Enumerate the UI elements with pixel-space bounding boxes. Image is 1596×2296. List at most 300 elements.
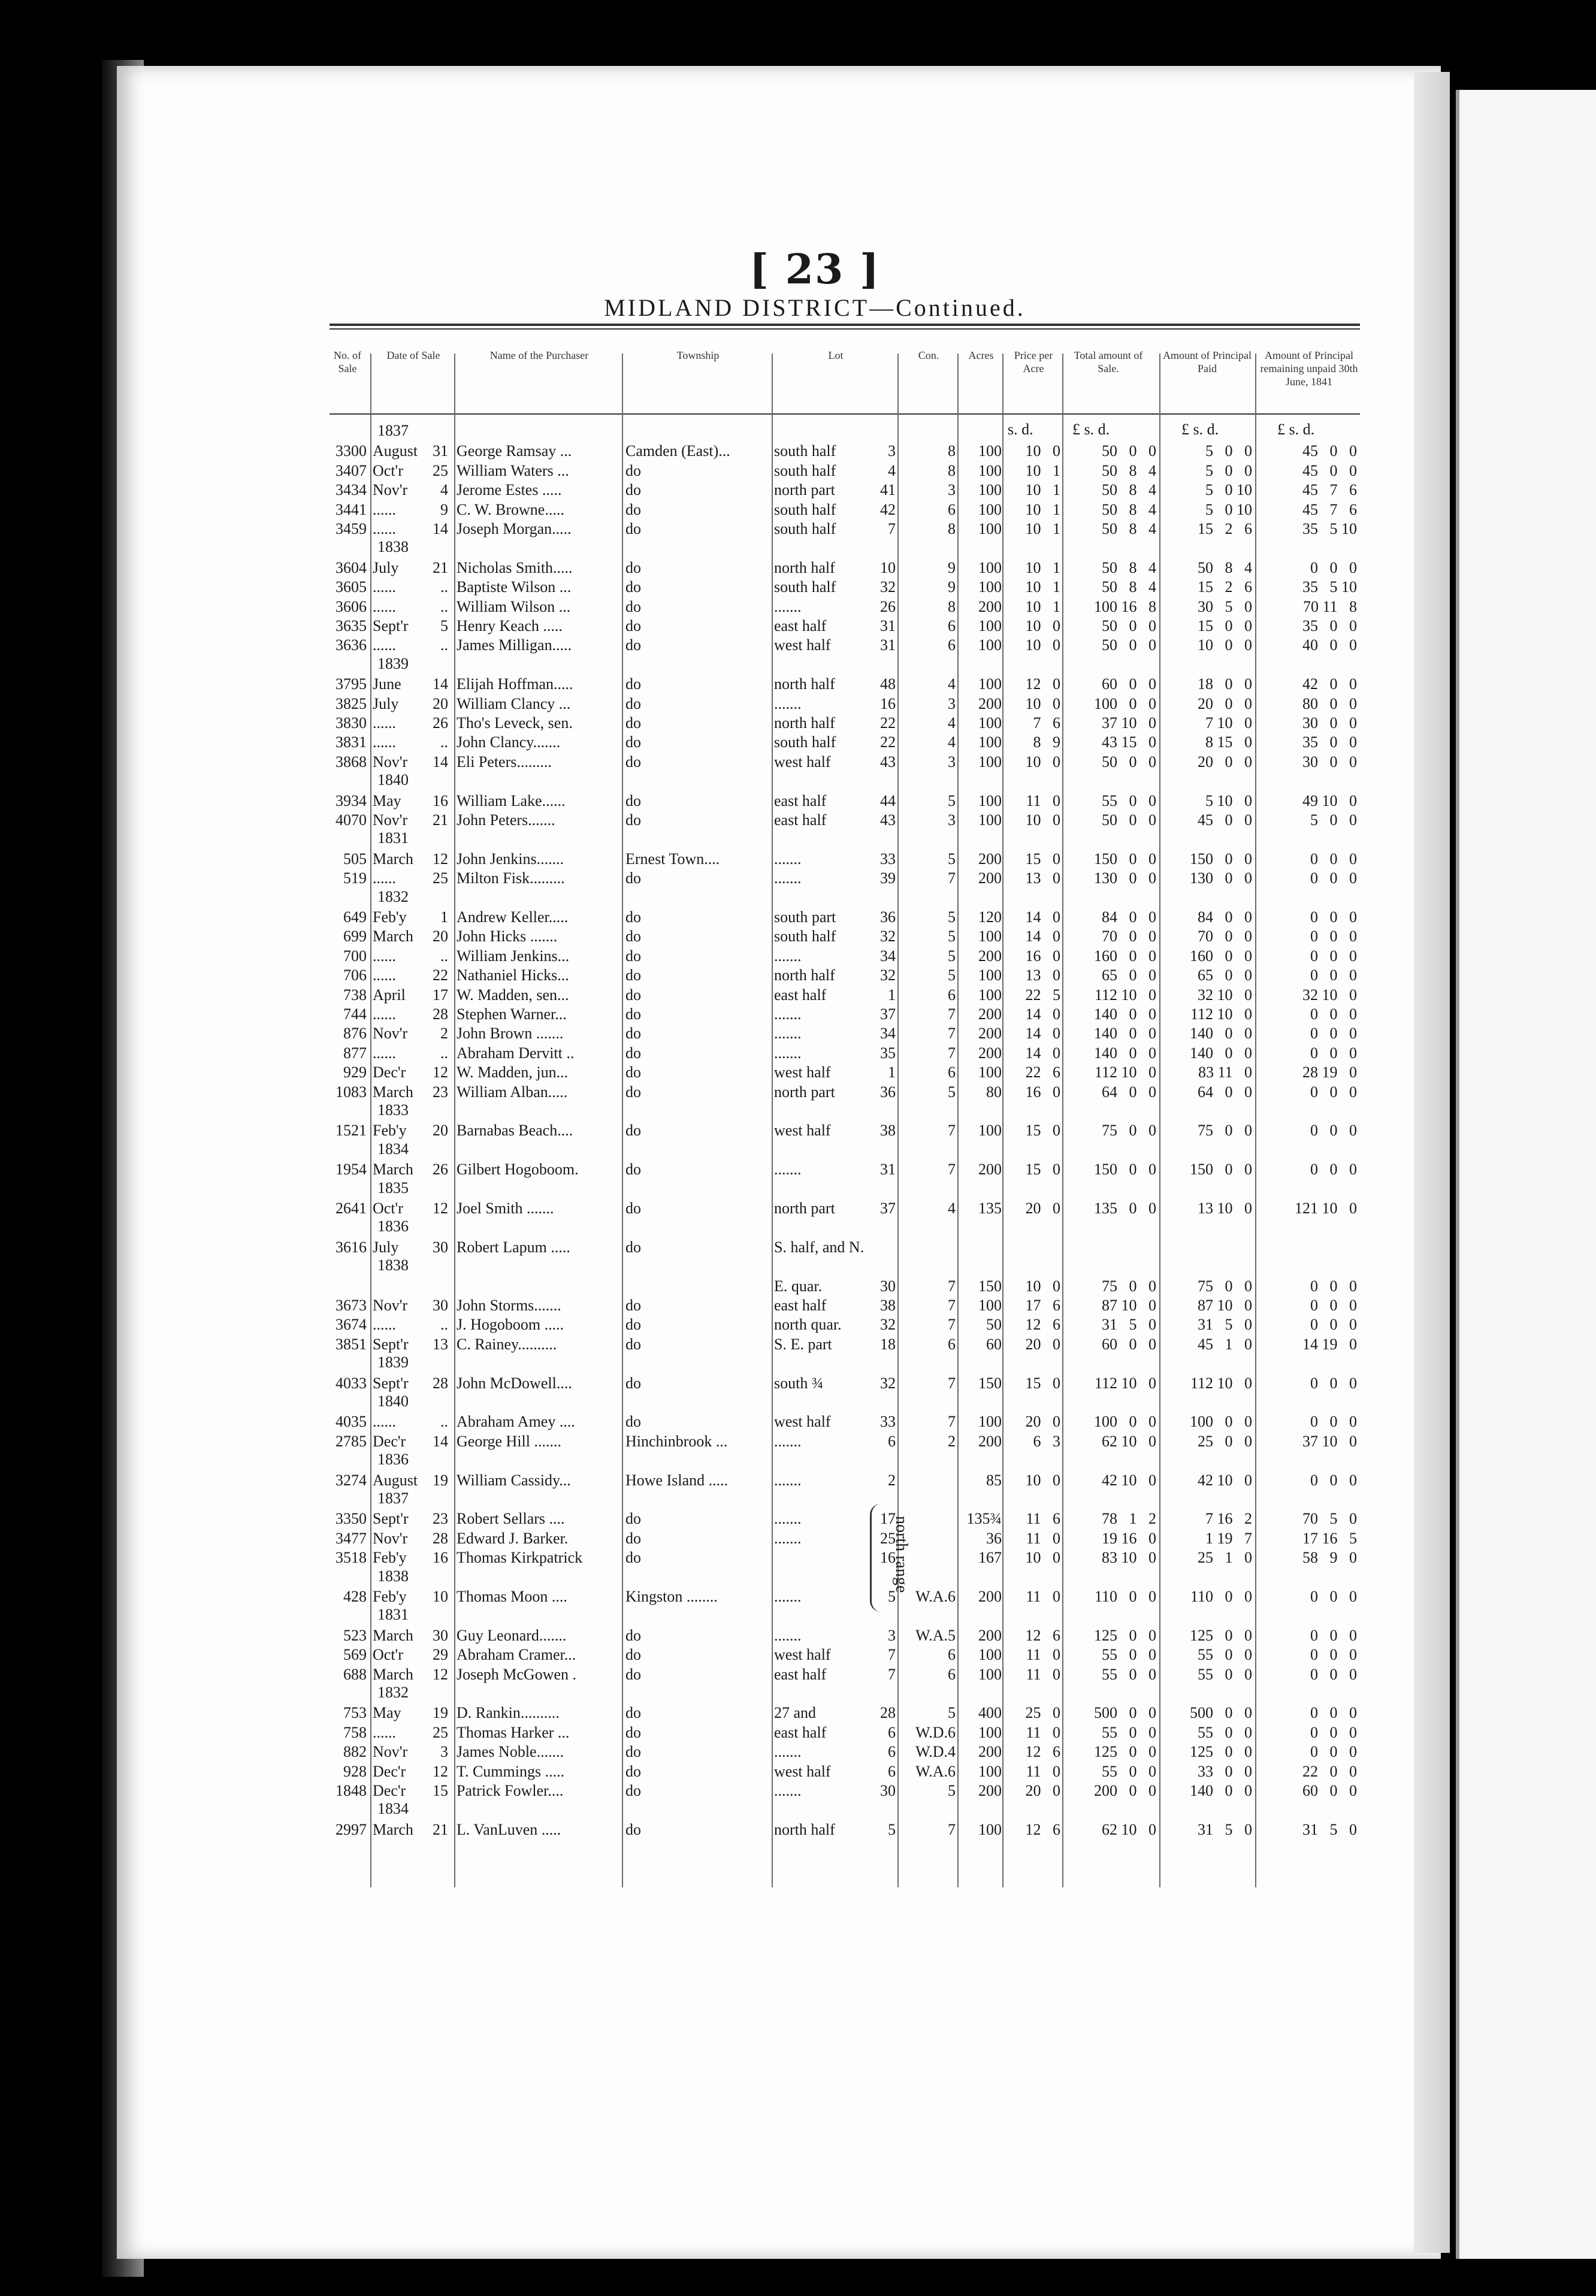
cell-lotno: 33 bbox=[880, 1413, 896, 1431]
cell-township: do bbox=[625, 461, 641, 479]
cell-total: 50 8 4 bbox=[1102, 578, 1156, 596]
cell-con: 3 bbox=[948, 694, 956, 712]
cell-acres: 200 bbox=[978, 1161, 1002, 1179]
cell-price: 22 5 bbox=[1025, 986, 1060, 1004]
cell-no: 519 bbox=[343, 869, 367, 887]
cell-no: 3868 bbox=[335, 753, 367, 771]
cell-no: 523 bbox=[343, 1626, 367, 1644]
cell-con: W.D.4 bbox=[915, 1743, 956, 1761]
cell-total: 65 0 0 bbox=[1102, 966, 1156, 984]
table-row bbox=[0, 1335, 1596, 1354]
table-row bbox=[0, 1044, 1596, 1063]
cell-price: 15 0 bbox=[1025, 1374, 1060, 1392]
cell-con: 6 bbox=[948, 1665, 956, 1683]
cell-month: ...... bbox=[373, 1316, 396, 1334]
cell-lot: ....... bbox=[774, 1510, 802, 1528]
cell-total: 83 10 0 bbox=[1102, 1549, 1156, 1567]
cell-price: 11 0 bbox=[1026, 1646, 1060, 1664]
year-heading: 1831 bbox=[377, 829, 409, 847]
cell-price: 10 1 bbox=[1025, 597, 1060, 615]
cell-total: 50 8 4 bbox=[1102, 520, 1156, 537]
col-acres: Acres bbox=[968, 349, 994, 361]
cell-acres: 100 bbox=[978, 558, 1002, 576]
cell-price: 10 0 bbox=[1025, 1277, 1060, 1295]
cell-no: 3616 bbox=[335, 1238, 367, 1256]
cell-price: 12 6 bbox=[1025, 1820, 1060, 1838]
cell-month: ...... bbox=[373, 578, 396, 596]
cell-con: W.A.6 bbox=[915, 1588, 956, 1605]
cell-remain: 0 0 0 bbox=[1310, 947, 1357, 965]
cell-paid: 30 5 0 bbox=[1198, 597, 1252, 615]
cell-township: do bbox=[625, 908, 641, 926]
cell-total: 100 16 8 bbox=[1094, 597, 1156, 615]
cell-price: 13 0 bbox=[1025, 966, 1060, 984]
cell-remain: 17 16 5 bbox=[1302, 1529, 1357, 1547]
cell-con: 7 bbox=[948, 1122, 956, 1140]
cell-acres: 100 bbox=[978, 986, 1002, 1004]
cell-township: do bbox=[625, 733, 641, 751]
cell-remain: 42 0 0 bbox=[1302, 675, 1357, 693]
table-row bbox=[0, 714, 1596, 733]
cell-con: 7 bbox=[948, 1025, 956, 1043]
cell-con: 7 bbox=[948, 1277, 956, 1295]
cell-price: 20 0 bbox=[1025, 1200, 1060, 1217]
cell-remain: 0 0 0 bbox=[1310, 850, 1357, 868]
cell-acres: 200 bbox=[978, 947, 1002, 965]
cell-day: 25 bbox=[433, 461, 448, 479]
cell-township: do bbox=[625, 947, 641, 965]
cell-day: 14 bbox=[433, 520, 448, 537]
cell-paid: 20 0 0 bbox=[1198, 694, 1252, 712]
table-row bbox=[0, 1277, 1596, 1296]
cell-no: 3606 bbox=[335, 597, 367, 615]
cell-township: do bbox=[625, 1238, 641, 1256]
table-row bbox=[0, 519, 1596, 539]
cell-remain: 0 0 0 bbox=[1310, 1122, 1357, 1140]
cell-day: 28 bbox=[433, 1005, 448, 1023]
cell-township: do bbox=[625, 1413, 641, 1431]
cell-day: .. bbox=[440, 636, 448, 654]
cell-lotno: 5 bbox=[888, 1588, 896, 1605]
cell-paid: 112 10 0 bbox=[1190, 1374, 1252, 1392]
cell-month: ...... bbox=[373, 966, 396, 984]
cell-name: John Hicks ....... bbox=[457, 928, 558, 945]
cell-lot: south half bbox=[774, 520, 836, 537]
cell-total: 60 0 0 bbox=[1102, 1335, 1156, 1353]
cell-month: March bbox=[373, 850, 413, 868]
cell-month: Sept'r bbox=[373, 1374, 409, 1392]
cell-remain: 37 10 0 bbox=[1302, 1432, 1357, 1450]
cell-paid: 64 0 0 bbox=[1198, 1083, 1252, 1101]
cell-lotno: 34 bbox=[880, 1025, 896, 1043]
cell-no: 2785 bbox=[335, 1432, 367, 1450]
cell-no: 3518 bbox=[335, 1549, 367, 1567]
col-remaining: Amount of Principal remaining unpaid 30th June, 1841 bbox=[1260, 349, 1358, 388]
cell-total: 50 0 0 bbox=[1102, 753, 1156, 771]
cell-acres: 200 bbox=[978, 1044, 1002, 1062]
cell-name: Robert Sellars .... bbox=[457, 1510, 565, 1528]
cell-lot: south half bbox=[774, 578, 836, 596]
table-row bbox=[0, 1005, 1596, 1024]
cell-acres: 200 bbox=[978, 597, 1002, 615]
cell-month: July bbox=[373, 1238, 399, 1256]
cell-total: 150 0 0 bbox=[1094, 1161, 1156, 1179]
cell-day: 21 bbox=[433, 1820, 448, 1838]
cell-township: do bbox=[625, 1335, 641, 1353]
cell-total: 160 0 0 bbox=[1094, 947, 1156, 965]
cell-con: 7 bbox=[948, 1297, 956, 1314]
cell-township: do bbox=[625, 1510, 641, 1528]
cell-no: 4035 bbox=[335, 1413, 367, 1431]
cell-paid: 33 0 0 bbox=[1198, 1762, 1252, 1780]
cell-township: do bbox=[625, 869, 641, 887]
cell-price: 11 0 bbox=[1026, 791, 1060, 809]
cell-township: do bbox=[625, 1297, 641, 1314]
cell-total: 140 0 0 bbox=[1094, 1025, 1156, 1043]
cell-no: 649 bbox=[343, 908, 367, 926]
cell-lotno: 42 bbox=[880, 500, 896, 518]
cell-day: 1 bbox=[440, 908, 448, 926]
cell-lot: north half bbox=[774, 1820, 835, 1838]
cell-remain: 70 5 0 bbox=[1302, 1510, 1357, 1528]
cell-price: 10 1 bbox=[1025, 558, 1060, 576]
cell-remain: 35 0 0 bbox=[1302, 617, 1357, 635]
cell-day: 31 bbox=[433, 442, 448, 460]
cell-name: Elijah Hoffman..... bbox=[457, 675, 573, 693]
cell-name: William Lake...... bbox=[457, 791, 566, 809]
cell-price: 6 3 bbox=[1033, 1432, 1060, 1450]
cell-total: 37 10 0 bbox=[1102, 714, 1156, 732]
cell-lotno: 38 bbox=[880, 1297, 896, 1314]
cell-paid: 125 0 0 bbox=[1190, 1626, 1252, 1644]
cell-no: 3350 bbox=[335, 1510, 367, 1528]
cell-lot: ....... bbox=[774, 1161, 802, 1179]
cell-township: do bbox=[625, 1316, 641, 1334]
cell-price: 20 0 bbox=[1025, 1335, 1060, 1353]
cell-name: John Storms....... bbox=[457, 1297, 561, 1314]
cell-remain: 0 0 0 bbox=[1310, 1005, 1357, 1023]
cell-price: 17 6 bbox=[1025, 1297, 1060, 1314]
cell-acres: 200 bbox=[978, 1432, 1002, 1450]
cell-lotno: 1 bbox=[888, 986, 896, 1004]
cell-lot: east half bbox=[774, 1665, 827, 1683]
cell-acres: 200 bbox=[978, 1005, 1002, 1023]
cell-township: do bbox=[625, 578, 641, 596]
cell-no: 3441 bbox=[335, 500, 367, 518]
cell-paid: 32 10 0 bbox=[1198, 986, 1252, 1004]
cell-remain: 121 10 0 bbox=[1295, 1200, 1357, 1217]
cell-no: 3674 bbox=[335, 1316, 367, 1334]
cell-day: 30 bbox=[433, 1626, 448, 1644]
cell-no: 1521 bbox=[335, 1122, 367, 1140]
cell-acres: 100 bbox=[978, 578, 1002, 596]
cell-name: George Hill ....... bbox=[457, 1432, 561, 1450]
cell-no: 928 bbox=[343, 1762, 367, 1780]
cell-con: 7 bbox=[948, 1161, 956, 1179]
cell-lot: ....... bbox=[774, 1044, 802, 1062]
cell-lot: ....... bbox=[774, 1025, 802, 1043]
cell-no: 3605 bbox=[335, 578, 367, 596]
cell-remain: 0 0 0 bbox=[1310, 1297, 1357, 1314]
cell-day: 20 bbox=[433, 928, 448, 945]
year-heading: 1839 bbox=[377, 1354, 409, 1371]
cell-paid: 65 0 0 bbox=[1198, 966, 1252, 984]
cell-name: William Waters ... bbox=[457, 461, 569, 479]
cell-lot: north half bbox=[774, 714, 835, 732]
cell-acres: 200 bbox=[978, 850, 1002, 868]
cell-month: Feb'y bbox=[373, 908, 407, 926]
cell-no: 3934 bbox=[335, 791, 367, 809]
cell-township: do bbox=[625, 1122, 641, 1140]
cell-remain: 0 0 0 bbox=[1310, 1161, 1357, 1179]
table-row bbox=[0, 811, 1596, 830]
cell-remain: 0 0 0 bbox=[1310, 869, 1357, 887]
table-row bbox=[0, 927, 1596, 946]
cell-remain: 60 0 0 bbox=[1302, 1782, 1357, 1799]
cell-paid: 84 0 0 bbox=[1198, 908, 1252, 926]
cell-price: 13 0 bbox=[1025, 869, 1060, 887]
cell-remain: 28 19 0 bbox=[1302, 1064, 1357, 1081]
cell-price: 20 0 bbox=[1025, 1782, 1060, 1799]
cell-township: do bbox=[625, 500, 641, 518]
cell-name: Joseph McGowen . bbox=[457, 1665, 577, 1683]
table-row bbox=[0, 1665, 1596, 1684]
cell-township: do bbox=[625, 986, 641, 1004]
cell-lotno: 17 bbox=[880, 1510, 896, 1528]
cell-month: March bbox=[373, 1161, 413, 1179]
cell-lotno: 7 bbox=[888, 1665, 896, 1683]
table-row bbox=[0, 1587, 1596, 1606]
cell-lot: north quar. bbox=[774, 1316, 842, 1334]
cell-lot: north half bbox=[774, 558, 835, 576]
table-row bbox=[0, 850, 1596, 869]
cell-township: do bbox=[625, 928, 641, 945]
cell-paid: 8 15 0 bbox=[1205, 733, 1252, 751]
cell-acres: 100 bbox=[978, 1723, 1002, 1741]
cell-remain: 32 10 0 bbox=[1302, 986, 1357, 1004]
cell-no: 753 bbox=[343, 1704, 367, 1722]
cell-con: 5 bbox=[948, 791, 956, 809]
cell-month: Nov'r bbox=[373, 753, 408, 771]
cell-con: 5 bbox=[948, 966, 956, 984]
cell-con: 3 bbox=[948, 811, 956, 829]
cell-total: 50 0 0 bbox=[1102, 617, 1156, 635]
col-date: Date of Sale bbox=[386, 349, 440, 361]
cell-acres: 150 bbox=[978, 1374, 1002, 1392]
cell-lotno: 18 bbox=[880, 1335, 896, 1353]
cell-remain: 0 0 0 bbox=[1310, 1723, 1357, 1741]
cell-total: 50 0 0 bbox=[1102, 442, 1156, 460]
cell-acres: 100 bbox=[978, 1064, 1002, 1081]
cell-name: Patrick Fowler.... bbox=[457, 1782, 564, 1799]
cell-con: 8 bbox=[948, 442, 956, 460]
cell-day: 5 bbox=[440, 617, 448, 635]
cell-paid: 5 0 0 bbox=[1205, 442, 1252, 460]
year-heading: 1838 bbox=[377, 1256, 409, 1274]
cell-lot: east half bbox=[774, 1297, 827, 1314]
cell-name: George Ramsay ... bbox=[457, 442, 572, 460]
cell-day: 22 bbox=[433, 966, 448, 984]
cell-month: Nov'r bbox=[373, 1025, 408, 1043]
cell-paid: 31 5 0 bbox=[1198, 1820, 1252, 1838]
cell-acres: 100 bbox=[978, 675, 1002, 693]
cell-lotno: 37 bbox=[880, 1005, 896, 1023]
cell-acres: 100 bbox=[978, 1297, 1002, 1314]
cell-lotno: 7 bbox=[888, 1646, 896, 1664]
cell-name: Joseph Morgan..... bbox=[457, 520, 572, 537]
table-row bbox=[0, 1762, 1596, 1781]
cell-price: 10 1 bbox=[1025, 578, 1060, 596]
cell-lot: ....... bbox=[774, 1529, 802, 1547]
cell-township: Howe Island ..... bbox=[625, 1471, 729, 1489]
cell-lot: ....... bbox=[774, 1471, 802, 1489]
cell-acres: 100 bbox=[978, 811, 1002, 829]
cell-name: Nicholas Smith..... bbox=[457, 558, 573, 576]
cell-name: Eli Peters......... bbox=[457, 753, 552, 771]
cell-con: 5 bbox=[948, 1704, 956, 1722]
cell-remain: 0 0 0 bbox=[1310, 1316, 1357, 1334]
cell-total: 62 10 0 bbox=[1102, 1432, 1156, 1450]
cell-total: 55 0 0 bbox=[1102, 791, 1156, 809]
cell-name: Abraham Cramer... bbox=[457, 1646, 576, 1664]
cell-total: 140 0 0 bbox=[1094, 1005, 1156, 1023]
cell-total: 50 8 4 bbox=[1102, 461, 1156, 479]
cell-month: March bbox=[373, 1665, 413, 1683]
cell-name: C. W. Browne..... bbox=[457, 500, 564, 518]
cell-total: 55 0 0 bbox=[1102, 1723, 1156, 1741]
table-row bbox=[0, 733, 1596, 752]
cell-con: 3 bbox=[948, 481, 956, 499]
cell-no: 3825 bbox=[335, 694, 367, 712]
year-heading: 1838 bbox=[377, 538, 409, 556]
table-row bbox=[0, 1024, 1596, 1043]
cell-day: .. bbox=[440, 1044, 448, 1062]
cell-no: 744 bbox=[343, 1005, 367, 1023]
cell-township: do bbox=[625, 636, 641, 654]
cell-lotno: 30 bbox=[880, 1277, 896, 1295]
cell-lotno: 33 bbox=[880, 850, 896, 868]
cell-lotno: 41 bbox=[880, 481, 896, 499]
cell-paid: 5 0 10 bbox=[1205, 500, 1252, 518]
cell-no: 1083 bbox=[335, 1083, 367, 1101]
cell-price: 14 0 bbox=[1025, 1044, 1060, 1062]
cell-township: do bbox=[625, 617, 641, 635]
cell-total: 125 0 0 bbox=[1094, 1626, 1156, 1644]
cell-day: 17 bbox=[433, 986, 448, 1004]
cell-lot: E. quar. bbox=[774, 1277, 823, 1295]
cell-township: do bbox=[625, 1743, 641, 1761]
year-heading: 1838 bbox=[377, 1567, 409, 1585]
cell-name: J. Hogoboom ..... bbox=[457, 1316, 564, 1334]
cell-con: 6 bbox=[948, 1335, 956, 1353]
cell-acres: 200 bbox=[978, 1588, 1002, 1605]
cell-price: 25 0 bbox=[1025, 1704, 1060, 1722]
cell-name: John Peters....... bbox=[457, 811, 555, 829]
cell-day: .. bbox=[440, 1413, 448, 1431]
cell-lotno: 7 bbox=[888, 520, 896, 537]
cell-lot: west half bbox=[774, 1762, 831, 1780]
cell-remain: 0 0 0 bbox=[1310, 966, 1357, 984]
cell-month: ...... bbox=[373, 520, 396, 537]
table-row bbox=[0, 1432, 1596, 1451]
cell-remain: 0 0 0 bbox=[1310, 1588, 1357, 1605]
cell-lotno: 22 bbox=[880, 733, 896, 751]
cell-day: 2 bbox=[440, 1025, 448, 1043]
cell-lot: west half bbox=[774, 1122, 831, 1140]
cell-no: 4070 bbox=[335, 811, 367, 829]
cell-lotno: 32 bbox=[880, 578, 896, 596]
table-row bbox=[0, 947, 1596, 966]
table-row bbox=[0, 1723, 1596, 1742]
cell-acres: 135 bbox=[978, 1200, 1002, 1217]
cell-price: 10 0 bbox=[1025, 1549, 1060, 1567]
cell-name: Guy Leonard....... bbox=[457, 1626, 567, 1644]
table-row bbox=[0, 908, 1596, 927]
cell-acres: 100 bbox=[978, 520, 1002, 537]
cell-remain: 0 0 0 bbox=[1310, 1626, 1357, 1644]
cell-day: 15 bbox=[433, 1782, 448, 1799]
cell-con: 9 bbox=[948, 578, 956, 596]
cell-remain: 30 0 0 bbox=[1302, 753, 1357, 771]
cell-day: 28 bbox=[433, 1529, 448, 1547]
cell-month: Feb'y bbox=[373, 1549, 407, 1567]
cell-con: 3 bbox=[948, 753, 956, 771]
year-heading: 1835 bbox=[377, 1179, 409, 1197]
cell-lot: east half bbox=[774, 791, 827, 809]
cell-con: 4 bbox=[948, 1200, 956, 1217]
cell-acres: 200 bbox=[978, 1782, 1002, 1799]
page-title: MIDLAND DISTRICT—Continued. bbox=[604, 294, 1026, 321]
table-row bbox=[0, 986, 1596, 1005]
cell-price: 20 0 bbox=[1025, 1413, 1060, 1431]
cell-month: ...... bbox=[373, 1044, 396, 1062]
cell-day: 10 bbox=[433, 1588, 448, 1605]
cell-month: August bbox=[373, 1471, 418, 1489]
cell-acres: 100 bbox=[978, 1413, 1002, 1431]
cell-name: Milton Fisk......... bbox=[457, 869, 565, 887]
cell-month: Dec'r bbox=[373, 1064, 406, 1081]
cell-con: 7 bbox=[948, 1005, 956, 1023]
year-heading: 1834 bbox=[377, 1800, 409, 1818]
table-row bbox=[0, 1781, 1596, 1800]
cell-acres: 100 bbox=[978, 966, 1002, 984]
cell-lotno: 22 bbox=[880, 714, 896, 732]
cell-paid: 140 0 0 bbox=[1190, 1025, 1252, 1043]
table-row bbox=[0, 500, 1596, 519]
cell-month: May bbox=[373, 1704, 401, 1722]
cell-name: Andrew Keller..... bbox=[457, 908, 569, 926]
table-row bbox=[0, 1315, 1596, 1334]
cell-lot: south ¾ bbox=[774, 1374, 824, 1392]
cell-township: do bbox=[625, 1005, 641, 1023]
cell-acres: 100 bbox=[978, 1665, 1002, 1683]
cell-paid: 13 10 0 bbox=[1198, 1200, 1252, 1217]
cell-con: 8 bbox=[948, 597, 956, 615]
cell-township: do bbox=[625, 1529, 641, 1547]
cell-remain: 0 0 0 bbox=[1310, 1646, 1357, 1664]
cell-township: do bbox=[625, 597, 641, 615]
cell-total: 50 8 4 bbox=[1102, 481, 1156, 499]
cell-con: W.A.5 bbox=[915, 1626, 956, 1644]
cell-total: 75 0 0 bbox=[1102, 1122, 1156, 1140]
cell-month: ...... bbox=[373, 636, 396, 654]
cell-month: ...... bbox=[373, 1723, 396, 1741]
table-row bbox=[0, 461, 1596, 481]
cell-total: 135 0 0 bbox=[1094, 1200, 1156, 1217]
cell-month: Sept'r bbox=[373, 617, 409, 635]
cell-price: 11 0 bbox=[1026, 1665, 1060, 1683]
cell-name: Jerome Estes ..... bbox=[457, 481, 562, 499]
